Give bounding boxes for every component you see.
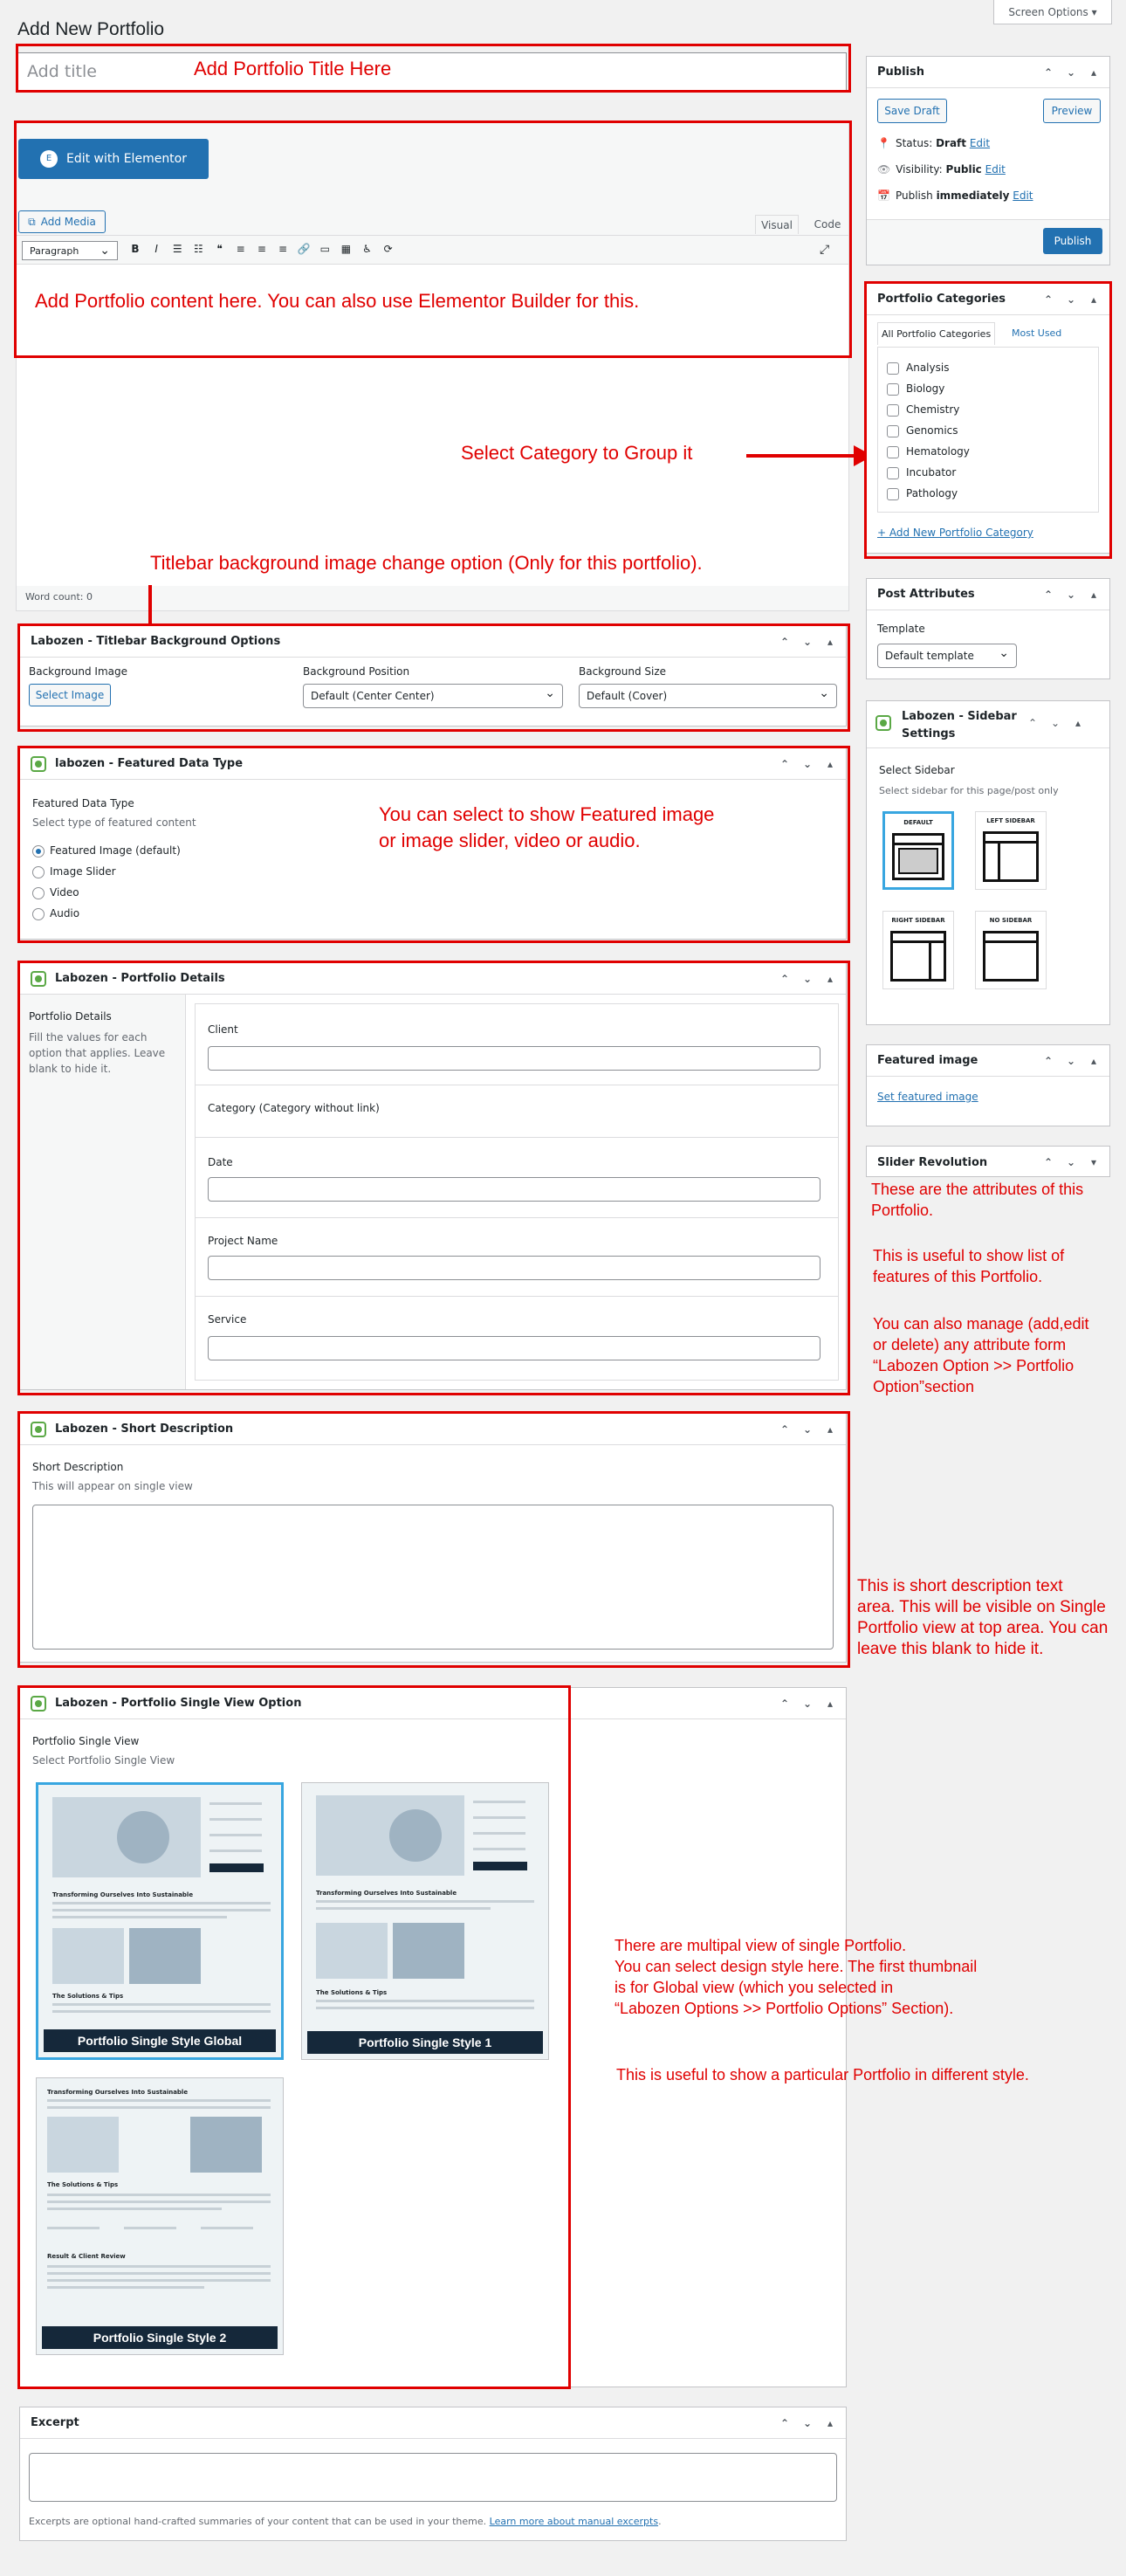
annotation-attrs-text-1: These are the attributes of this — [871, 1181, 1084, 1198]
collapse-icon[interactable]: ▴ — [1090, 1054, 1097, 1067]
publish-button[interactable]: Publish — [1043, 228, 1102, 254]
sidebar-option-right[interactable] — [882, 911, 954, 989]
tab-most-used[interactable]: Most Used — [1012, 327, 1062, 339]
annotation-short-text-3: Portfolio view at top area. You can — [857, 1619, 1109, 1637]
sidebar-settings-box — [866, 700, 1110, 1025]
collapse-icon[interactable]: ▴ — [827, 1422, 834, 1436]
excerpt-desc-text: Excerpts are optional hand-crafted summaries of your content that can be used in your theme. — [29, 2516, 487, 2527]
fullscreen-icon[interactable]: ⤢ — [820, 243, 830, 257]
attributes-header — [867, 579, 1109, 610]
attributes-title: Post Attributes — [877, 588, 975, 601]
move-up-icon[interactable]: ⌃ — [779, 2416, 790, 2429]
annotation-details-box — [17, 961, 850, 1395]
details-side-label: Portfolio Details — [29, 1010, 112, 1023]
move-down-icon[interactable]: ⌄ — [1066, 1054, 1076, 1067]
set-featured-image-link[interactable]: Set featured image — [877, 1091, 978, 1103]
move-up-icon[interactable]: ⌃ — [779, 1422, 790, 1436]
screen-options-button[interactable]: Screen Options ▾ — [993, 0, 1112, 24]
align-right-icon[interactable]: ≡ — [278, 243, 288, 255]
move-down-icon[interactable]: ⌄ — [1066, 1156, 1076, 1168]
annotation-content-text: Add Portfolio content here. You can also use Elementor Builder for this. — [35, 290, 640, 312]
toolbar-toggle-icon[interactable]: ▦ — [340, 243, 352, 255]
bg-size-select[interactable]: Default (Cover) ⌄ — [579, 684, 837, 708]
sidebar-option-none[interactable] — [975, 911, 1047, 989]
align-left-icon[interactable]: ≡ — [236, 243, 245, 255]
annotation-content-box — [14, 121, 852, 358]
move-up-icon[interactable]: ⌃ — [1043, 588, 1054, 601]
featured-image-box — [866, 1044, 1110, 1126]
annotation-single-box — [17, 1685, 571, 2389]
move-up-icon[interactable]: ⌃ — [1043, 1156, 1054, 1168]
featured-sub: Select type of featured content — [32, 816, 196, 829]
annotation-single-text-4: “Labozen Options >> Portfolio Options” Section). — [614, 2000, 954, 2017]
numbered-list-icon[interactable]: ☷ — [194, 243, 203, 255]
service-label: Service — [208, 1313, 247, 1326]
annotation-categories-box — [864, 281, 1112, 559]
project-label: Project Name — [208, 1235, 278, 1247]
move-down-icon[interactable]: ⌄ — [1050, 717, 1061, 729]
thumb-heading: Transforming Ourselves Into Sustainable — [316, 1890, 457, 1897]
category-item[interactable]: Pathology — [887, 487, 958, 500]
tab-visual[interactable]: Visual — [755, 215, 799, 234]
word-count: Word count: 0 — [25, 591, 93, 603]
collapse-icon[interactable]: ▴ — [1090, 65, 1097, 79]
visibility-row: 👁 Visibility: Public Edit — [877, 163, 1006, 176]
collapse-icon[interactable]: ▴ — [1075, 717, 1081, 729]
thumb-subheading: The Solutions & Tips — [316, 1989, 388, 1996]
accessibility-icon[interactable]: ♿ — [362, 243, 372, 255]
italic-icon[interactable]: I — [154, 243, 158, 255]
eye-icon: 👁 — [877, 163, 891, 176]
move-down-icon[interactable]: ⌄ — [1066, 65, 1076, 79]
excerpt-textarea[interactable] — [29, 2453, 837, 2502]
move-down-icon[interactable]: ⌄ — [1066, 293, 1076, 306]
publish-title: Publish — [877, 65, 924, 79]
collapse-icon[interactable]: ▴ — [827, 1697, 834, 1710]
annotation-titlebar-box — [17, 623, 850, 732]
featured-image-title: Featured image — [877, 1054, 978, 1067]
collapse-icon[interactable]: ▴ — [827, 2416, 834, 2429]
bg-image-label: Background Image — [29, 665, 127, 678]
layout-right-sidebar-icon — [890, 931, 946, 981]
sidebar-option-label: LEFT SIDEBAR — [986, 817, 1035, 824]
bold-icon[interactable]: B — [131, 243, 140, 255]
category-label: Category (Category without link) — [208, 1102, 380, 1114]
thumb-subheading: The Solutions & Tips — [52, 1993, 124, 2000]
sidebar-title-1: Labozen - Sidebar — [902, 710, 1017, 723]
annotation-short-text-2: area. This will be visible on Single — [857, 1598, 1106, 1616]
annotation-attrs-text-4: You can also manage (add,edit — [873, 1315, 1089, 1333]
move-up-icon[interactable]: ⌃ — [1027, 717, 1038, 729]
short-title: Labozen - Short Description — [55, 1422, 234, 1436]
publish-header — [867, 57, 1109, 88]
annotation-title-text: Add Portfolio Title Here — [194, 58, 392, 79]
move-up-icon[interactable]: ⌃ — [779, 972, 790, 985]
collapse-icon[interactable]: ▴ — [827, 972, 834, 985]
annotation-featured-text-1: You can select to show Featured image — [379, 803, 715, 825]
category-item[interactable]: Chemistry — [887, 403, 959, 417]
page-title: Add New Portfolio — [17, 19, 165, 39]
category-item[interactable]: Genomics — [887, 424, 958, 437]
post-attributes-box — [866, 578, 1110, 679]
annotation-single-text-3: is for Global view (which you selected in — [614, 1979, 894, 1996]
slider-header — [867, 1147, 1109, 1178]
date-label: Date — [208, 1156, 233, 1168]
excerpt-header — [20, 2407, 846, 2439]
category-item[interactable]: Analysis — [887, 362, 949, 375]
slider-revolution-box — [866, 1146, 1110, 1177]
select-image-button[interactable]: Select Image — [29, 684, 111, 706]
bullet-list-icon[interactable]: ☰ — [172, 243, 182, 255]
move-down-icon[interactable]: ⌄ — [802, 1697, 813, 1710]
thumb-heading: Transforming Ourselves Into Sustainable — [52, 1891, 194, 1898]
schedule-value: immediately — [936, 189, 1010, 202]
annotation-category-text: Select Category to Group it — [461, 442, 693, 464]
excerpt-box — [19, 2407, 847, 2541]
add-media-label: Add Media — [40, 216, 96, 228]
template-label: Template — [877, 623, 925, 635]
excerpt-desc — [29, 2516, 662, 2527]
single-sub: Select Portfolio Single View — [32, 1754, 175, 1767]
thumb-caption: Portfolio Single Style Global — [44, 2029, 276, 2052]
format-select[interactable]: Paragraph ⌄ — [22, 241, 118, 260]
annotation-arrow-right — [746, 454, 860, 458]
annotation-title-box — [16, 44, 851, 93]
details-title: Labozen - Portfolio Details — [55, 972, 225, 985]
add-new-category-link[interactable]: + Add New Portfolio Category — [877, 527, 1033, 539]
thumb-subheading: The Solutions & Tips — [47, 2181, 119, 2188]
sidebar-header — [867, 701, 1109, 748]
category-item[interactable]: Hematology — [887, 445, 970, 458]
featured-label: Featured Data Type — [32, 797, 134, 809]
align-center-icon[interactable]: ≡ — [257, 243, 266, 255]
tab-code[interactable]: Code — [814, 218, 841, 231]
titlebar-title: Labozen - Titlebar Background Options — [31, 635, 281, 648]
move-up-icon[interactable]: ⌃ — [1043, 1054, 1054, 1067]
annotation-titlebar-text: Titlebar background image change option (Only for this portfolio). — [150, 552, 703, 574]
move-down-icon[interactable]: ⌄ — [802, 635, 813, 648]
bg-position-select[interactable]: Default (Center Center) ⌄ — [303, 684, 563, 708]
collapse-icon[interactable]: ▴ — [827, 635, 834, 648]
move-up-icon[interactable]: ⌃ — [779, 635, 790, 648]
move-down-icon[interactable]: ⌄ — [802, 1422, 813, 1436]
move-down-icon[interactable]: ⌄ — [1066, 588, 1076, 601]
annotation-attrs-text-2: Portfolio. — [871, 1202, 934, 1219]
layout-no-sidebar-icon — [983, 931, 1039, 981]
thumb-caption: Portfolio Single Style 1 — [307, 2031, 543, 2054]
move-up-icon[interactable]: ⌃ — [1043, 65, 1054, 79]
annotation-attrs-text-7: Option”section — [873, 1378, 975, 1395]
title-placeholder: Add title — [27, 62, 97, 81]
annotation-featured-text-2: or image slider, video or audio. — [379, 830, 641, 851]
visibility-edit-link[interactable]: Edit — [985, 163, 1006, 176]
template-select[interactable]: Default template ⌄ — [877, 644, 1017, 668]
client-label: Client — [208, 1023, 238, 1036]
link-icon[interactable]: 🔗 — [297, 243, 311, 255]
featured-title: labozen - Featured Data Type — [55, 757, 244, 770]
short-label: Short Description — [32, 1461, 124, 1473]
expand-icon[interactable]: ▾ — [1090, 1156, 1097, 1168]
quote-icon[interactable]: ❝ — [216, 243, 223, 255]
featured-option-0[interactable]: Featured Image (default) — [32, 844, 181, 858]
featured-option-1[interactable]: Image Slider — [32, 865, 116, 878]
more-icon[interactable]: ▭ — [319, 243, 330, 255]
sidebar-option-label: NO SIDEBAR — [989, 917, 1033, 924]
single-label: Portfolio Single View — [32, 1735, 140, 1747]
edit-with-elementor-label: Edit with Elementor — [66, 152, 187, 166]
schedule-row: 📅 Publish immediately Edit — [877, 189, 1033, 202]
details-side-desc-3: blank to hide it. — [29, 1063, 112, 1075]
category-item[interactable]: Biology — [887, 382, 944, 396]
preview-button[interactable]: Preview — [1043, 99, 1101, 123]
annotation-attrs-text-6: “Labozen Option >> Portfolio — [873, 1357, 1075, 1374]
status-value: Draft — [936, 137, 966, 149]
sidebar-sub: Select sidebar for this page/post only — [879, 785, 1059, 796]
media-icon: ⧉ — [28, 215, 36, 228]
layout-left-sidebar-icon — [983, 831, 1039, 882]
sidebar-option-left[interactable] — [975, 811, 1047, 890]
excerpt-learn-more-link[interactable]: Learn more about manual excerpts — [489, 2516, 659, 2527]
annotation-single-text-1: There are multipal view of single Portfolio. — [614, 1937, 907, 1954]
featured-image-header — [867, 1045, 1109, 1077]
annotation-single-text-5: This is useful to show a particular Portfolio in different style. — [616, 2066, 1029, 2084]
bg-size-label: Background Size — [579, 665, 667, 678]
sidebar-option-label: RIGHT SIDEBAR — [891, 917, 945, 924]
visibility-value: Public — [945, 163, 982, 176]
move-down-icon[interactable]: ⌄ — [802, 972, 813, 985]
sidebar-option-default[interactable] — [882, 811, 954, 890]
annotation-single-text-2: You can select design style here. The first thumbnail — [614, 1958, 978, 1975]
annotation-attrs-text-5: or delete) any attribute form — [873, 1336, 1067, 1353]
single-title: Labozen - Portfolio Single View Option — [55, 1697, 302, 1710]
move-up-icon[interactable]: ⌃ — [1043, 293, 1054, 306]
calendar-icon: 📅 — [877, 189, 890, 202]
annotation-short-text-1: This is short description text — [857, 1577, 1063, 1595]
annotation-short-box — [17, 1411, 850, 1668]
move-down-icon[interactable]: ⌄ — [802, 2416, 813, 2429]
annotation-attrs-text-3: This is useful to show list of features of this Portfolio. — [873, 1247, 1065, 1285]
category-item[interactable]: Incubator — [887, 466, 956, 479]
sidebar-option-label: DEFAULT — [903, 819, 933, 826]
move-up-icon[interactable]: ⌃ — [779, 1697, 790, 1710]
categories-title: Portfolio Categories — [877, 293, 1006, 306]
labozen-icon — [875, 715, 891, 731]
excerpt-period: . — [658, 2516, 662, 2527]
thumb-subheading: Result & Client Review — [47, 2253, 126, 2260]
details-side-desc-1: Fill the values for each — [29, 1031, 148, 1043]
tab-all-categories[interactable]: All Portfolio Categories — [877, 322, 995, 345]
excerpt-title: Excerpt — [31, 2416, 79, 2429]
elementor-icon: E — [40, 150, 58, 168]
featured-option-2[interactable]: Video — [32, 886, 79, 899]
pin-icon: 📍 — [877, 137, 890, 149]
slider-title: Slider Revolution — [877, 1155, 988, 1169]
sidebar-title-2: Settings — [902, 727, 956, 740]
status-row: 📍 Status: Draft Edit — [877, 137, 991, 149]
save-draft-button[interactable]: Save Draft — [877, 99, 947, 123]
details-side-desc-2: option that applies. Leave — [29, 1047, 166, 1059]
move-down-icon[interactable]: ⌄ — [802, 757, 813, 770]
annotation-short-text-4: leave this blank to hide it. — [857, 1640, 1044, 1658]
move-up-icon[interactable]: ⌃ — [779, 757, 790, 770]
layout-default-icon — [892, 833, 944, 880]
sidebar-label: Select Sidebar — [879, 764, 955, 776]
bg-position-label: Background Position — [303, 665, 410, 678]
schedule-edit-link[interactable]: Edit — [1013, 189, 1033, 202]
refresh-icon[interactable]: ⟳ — [383, 243, 393, 255]
thumb-caption: Portfolio Single Style 2 — [42, 2326, 278, 2349]
collapse-icon[interactable]: ▴ — [1090, 293, 1097, 306]
collapse-icon[interactable]: ▴ — [1090, 588, 1097, 601]
collapse-icon[interactable]: ▴ — [827, 757, 834, 770]
short-sub: This will appear on single view — [32, 1480, 193, 1492]
thumb-heading: Transforming Ourselves Into Sustainable — [47, 2089, 189, 2096]
featured-option-3[interactable]: Audio — [32, 907, 79, 920]
publish-box — [866, 56, 1110, 265]
status-edit-link[interactable]: Edit — [969, 137, 991, 149]
